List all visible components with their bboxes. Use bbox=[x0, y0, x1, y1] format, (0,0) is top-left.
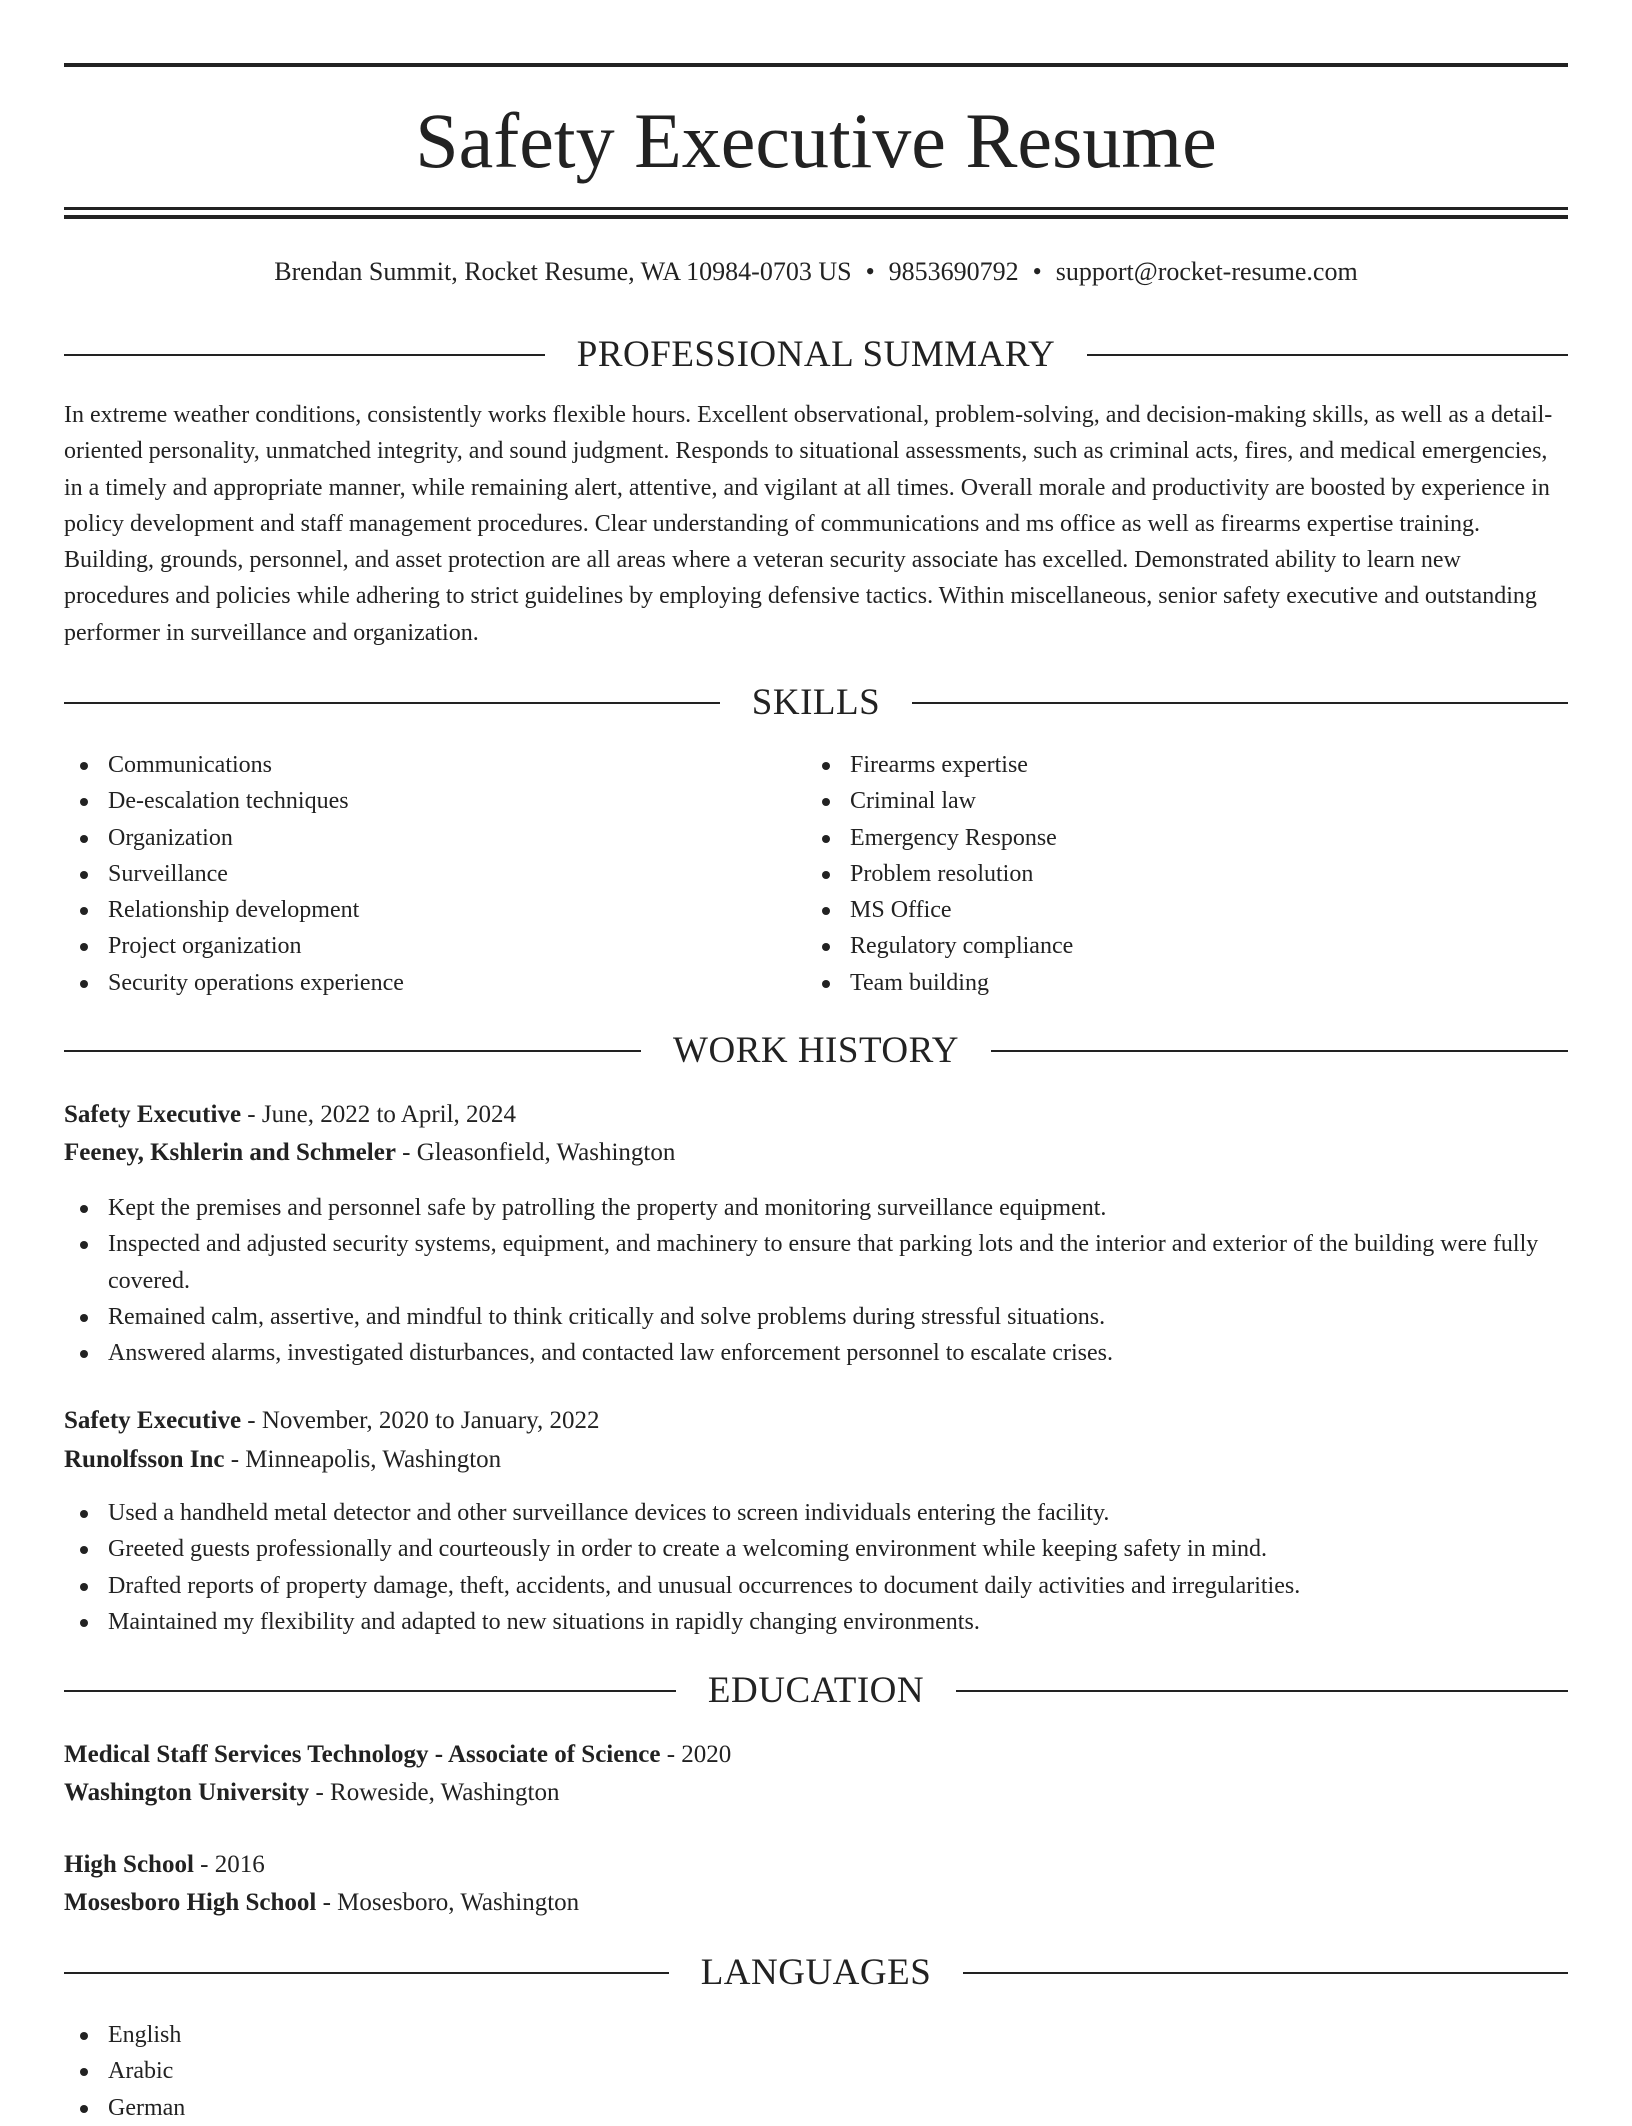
job-bullets bbox=[64, 1190, 1568, 1371]
title-rule-upper bbox=[64, 207, 1568, 210]
education-location: - Roweside, Washington bbox=[309, 1779, 560, 1806]
skill-item: De-escalation techniques bbox=[64, 783, 804, 819]
section-rule bbox=[64, 354, 545, 356]
section-title: SKILLS bbox=[751, 682, 881, 723]
summary-text: In extreme weather conditions, consistently works flexible hours. Excellent observational, problem-solving, and decision-making skills, as well as a detail-oriented personality, unmatched integrity, and sound judgment. Responds to situational assessments, such as criminal acts, fires, and medical emergencies, in a timely and appropriate manner, while remaining alert, attentive, and vigilant at all times. Overall morale and productivity are boosted by experience in policy development and staff management procedures. Clear understanding of communications and ms office as well as firearms expertise training. Building, grounds, personnel, and asset protection are all areas where a veteran security associate has excelled. Demonstrated ability to learn new procedures and policies while adhering to strict guidelines by employing defensive tactics. Within miscellaneous, senior safety executive and outstanding performer in surveillance and organization. bbox=[64, 402, 1553, 646]
education-year: - 2020 bbox=[660, 1741, 732, 1768]
job-location: - Minneapolis, Washington bbox=[224, 1446, 502, 1473]
title-rule-lower bbox=[64, 215, 1568, 219]
section-heading-education bbox=[64, 1668, 1568, 1714]
skill-item: Emergency Response bbox=[806, 820, 1546, 856]
job-title: Safety Executive bbox=[64, 1101, 242, 1128]
education-year: - 2016 bbox=[193, 1851, 265, 1878]
skill-item: Organization bbox=[64, 820, 804, 856]
skill-item: Problem resolution bbox=[806, 856, 1546, 892]
contact-line bbox=[64, 252, 1568, 292]
section-rule bbox=[963, 1972, 1568, 1974]
skill-item: Surveillance bbox=[64, 856, 804, 892]
skill-item: Criminal law bbox=[806, 783, 1546, 819]
section-rule bbox=[991, 1050, 1568, 1052]
education-school-line bbox=[64, 1774, 1568, 1812]
education-degree-line bbox=[64, 1846, 1568, 1884]
section-rule bbox=[912, 702, 1568, 704]
job-bullet: Used a handheld metal detector and other surveillance devices to screen individuals entering the facility. bbox=[64, 1495, 1568, 1531]
job-bullet: Maintained my flexibility and adapted to new situations in rapidly changing environments. bbox=[64, 1604, 1568, 1640]
section-heading-skills bbox=[64, 680, 1568, 726]
education-degree: High School bbox=[64, 1851, 194, 1878]
job-bullet: Answered alarms, investigated disturbances, and contacted law enforcement personnel to escalate crises. bbox=[64, 1335, 1568, 1371]
skill-item: Communications bbox=[64, 747, 804, 783]
education-school: Washington University bbox=[64, 1779, 310, 1806]
job-title-line bbox=[64, 1402, 1568, 1440]
top-rule bbox=[64, 63, 1568, 67]
job-location: - Gleasonfield, Washington bbox=[395, 1139, 676, 1166]
contact-address: Brendan Summit, Rocket Resume, WA 10984-0703 US bbox=[274, 257, 852, 286]
job-title: Safety Executive bbox=[64, 1407, 242, 1434]
education-school: Mosesboro High School bbox=[64, 1889, 317, 1916]
job-company-line bbox=[64, 1134, 1568, 1172]
language-item: Arabic bbox=[64, 2053, 1568, 2089]
job-bullet: Greeted guests professionally and courteously in order to create a welcoming environment while keeping safety in mind. bbox=[64, 1531, 1568, 1567]
job-dates: - November, 2020 to January, 2022 bbox=[241, 1407, 600, 1434]
contact-separator: • bbox=[865, 257, 875, 286]
languages-list bbox=[64, 2017, 1568, 2126]
skill-item: Firearms expertise bbox=[806, 747, 1546, 783]
skill-item: Relationship development bbox=[64, 892, 804, 928]
education-degree-line bbox=[64, 1736, 1568, 1774]
section-heading-summary bbox=[64, 332, 1568, 378]
skill-item: Security operations experience bbox=[64, 965, 804, 1001]
skills-list-right bbox=[806, 747, 1546, 1001]
language-item: German bbox=[64, 2090, 1568, 2126]
skill-item: Regulatory compliance bbox=[806, 928, 1546, 964]
job-bullet: Kept the premises and personnel safe by patrolling the property and monitoring surveillance equipment. bbox=[64, 1190, 1568, 1226]
job-dates: - June, 2022 to April, 2024 bbox=[241, 1101, 517, 1128]
section-heading-work bbox=[64, 1028, 1568, 1074]
job-company: Runolfsson Inc bbox=[64, 1446, 225, 1473]
language-item: English bbox=[64, 2017, 1568, 2053]
job-bullet: Drafted reports of property damage, theft, accidents, and unusual occurrences to document daily activities and irregularities. bbox=[64, 1568, 1568, 1604]
section-rule bbox=[1087, 354, 1568, 356]
section-title: PROFESSIONAL SUMMARY bbox=[576, 334, 1056, 375]
skills-list-left bbox=[64, 747, 804, 1001]
skill-item: Team building bbox=[806, 965, 1546, 1001]
job-bullets bbox=[64, 1495, 1568, 1640]
education-degree: Medical Staff Services Technology - Associate of Science bbox=[64, 1741, 661, 1768]
section-rule bbox=[64, 702, 720, 704]
section-rule bbox=[956, 1690, 1568, 1692]
contact-email: support@rocket-resume.com bbox=[1055, 257, 1358, 286]
skill-item: MS Office bbox=[806, 892, 1546, 928]
section-rule bbox=[64, 1050, 641, 1052]
section-title: LANGUAGES bbox=[700, 1952, 932, 1993]
skill-item: Project organization bbox=[64, 928, 804, 964]
job-bullet: Inspected and adjusted security systems, equipment, and machinery to ensure that parking lots and the interior and exterior of the building were fully covered. bbox=[64, 1226, 1568, 1299]
contact-phone: 9853690792 bbox=[888, 257, 1019, 286]
section-heading-languages bbox=[64, 1950, 1568, 1996]
education-location: - Mosesboro, Washington bbox=[316, 1889, 580, 1916]
job-bullet: Remained calm, assertive, and mindful to think critically and solve problems during stressful situations. bbox=[64, 1299, 1568, 1335]
job-title-line bbox=[64, 1096, 1568, 1134]
resume-title: Safety Executive Resume bbox=[415, 97, 1217, 184]
section-rule bbox=[64, 1690, 676, 1692]
education-school-line bbox=[64, 1884, 1568, 1922]
job-company: Feeney, Kshlerin and Schmeler bbox=[64, 1139, 396, 1166]
section-rule bbox=[64, 1972, 669, 1974]
contact-separator: • bbox=[1032, 257, 1042, 286]
section-title: WORK HISTORY bbox=[673, 1030, 959, 1071]
section-title: EDUCATION bbox=[707, 1670, 925, 1711]
job-company-line bbox=[64, 1441, 1568, 1479]
